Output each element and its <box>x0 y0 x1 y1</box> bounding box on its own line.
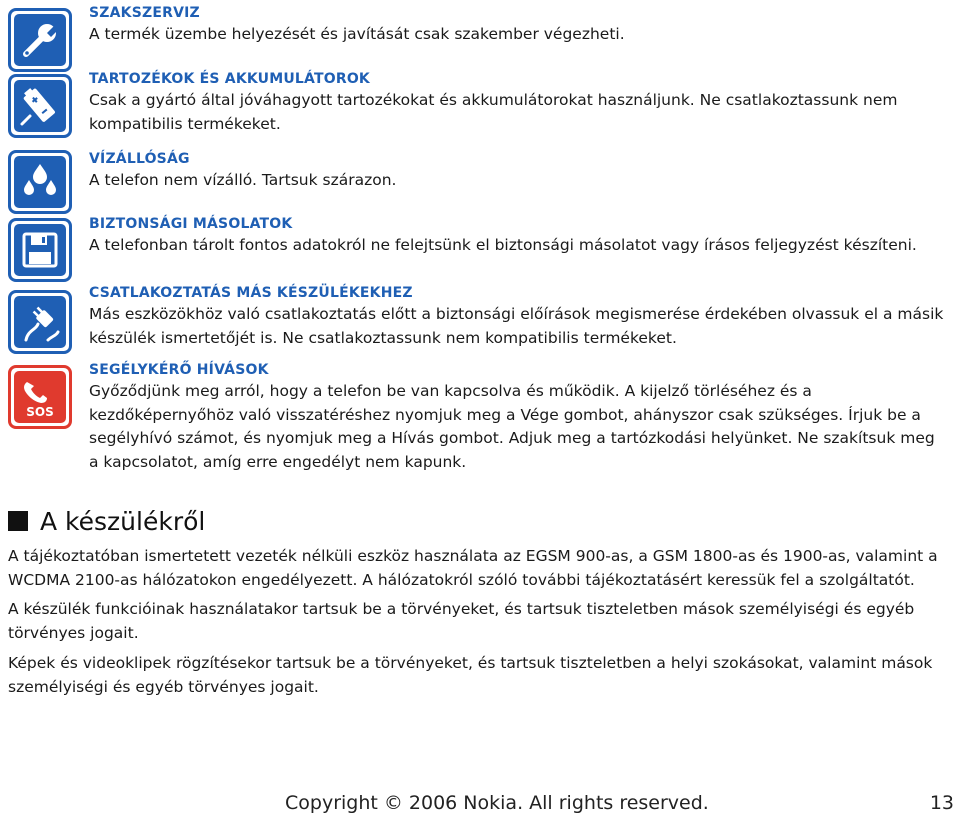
page-number: 13 <box>929 792 954 814</box>
paragraph-laws: A készülék funkcióinak használatakor tartsuk be a törvényeket, és tartsuk tiszteletben mások személyiségi és egyéb törvényes jogait. <box>8 600 915 642</box>
paragraph-networks: A tájékoztatóban ismertetett vezeték nélküli eszköz használata az EGSM 900-as, a GSM 1800-as és 1900-as, valamint a WCDMA 2100-as hálózatokon engedélyezett. A hálózatokról szóló további tájékoztatásért keressük fel a szolgáltatót. <box>8 547 938 589</box>
section-body-connect: Más eszközökhöz való csatlakoztatás előtt a biztonsági előírások megismerése érdekében olvassuk el a másik készülék ismertetőjét is. Ne csatlakoztassunk nem kompatibilis termékeket. <box>89 305 944 347</box>
section-title-accessories: TARTOZÉKOK ÉS AKKUMULÁTOROK <box>89 71 370 87</box>
section-title-water: VÍZÁLLÓSÁG <box>89 151 190 167</box>
water-drops-icon <box>8 150 72 214</box>
floppy-disk-icon <box>8 218 72 282</box>
battery-plug-icon <box>8 74 72 138</box>
section-title-emergency: SEGÉLYKÉRŐ HÍVÁSOK <box>89 362 269 378</box>
section-service <box>89 4 949 47</box>
section-connect <box>89 284 949 350</box>
section-body-service: A termék üzembe helyezését és javítását csak szakember végezheti. <box>89 25 625 43</box>
sos-phone-icon <box>8 365 72 429</box>
section-emergency <box>89 361 949 474</box>
heading-bullet <box>8 511 28 531</box>
copyright-text: Copyright © 2006 Nokia. All rights reserved. <box>285 792 709 814</box>
section-accessories <box>89 70 949 136</box>
section-backup <box>89 215 949 258</box>
section-body-accessories: Csak a gyártó által jóváhagyott tartozékokat és akkumulátorokat használjunk. Ne csatlakoztassunk nem kompatibilis termékeket. <box>89 91 898 133</box>
footer <box>0 792 960 818</box>
section-body-water: A telefon nem vízálló. Tartsuk szárazon. <box>89 171 397 189</box>
section-body-backup: A telefonban tárolt fontos adatokról ne felejtsünk el biztonsági másolatot vagy írásos feljegyzést készíteni. <box>89 236 917 254</box>
section-body-emergency: Győződjünk meg arról, hogy a telefon be van kapcsolva és működik. A kijelző törléséhez és a kezdőképernyőhöz való visszatéréshez nyomjuk meg a Vége gombot, ahányszor csak szükséges. Írjuk be a segélyhívó számot, és nyomjuk meg a Hívás gombot. Adjuk meg a tartózkodási helyünket. Ne szakítsuk meg a kapcsolatot, amíg erre engedélyt nem kapunk. <box>89 382 935 471</box>
section-title-backup: BIZTONSÁGI MÁSOLATOK <box>89 216 293 232</box>
section-title-service: SZAKSZERVIZ <box>89 5 200 21</box>
wrench-icon <box>8 8 72 72</box>
heading-text: A készülékről <box>40 506 206 536</box>
section-heading <box>8 504 205 538</box>
section-water <box>89 150 949 193</box>
plug-cable-icon <box>8 290 72 354</box>
section-title-connect: CSATLAKOZTATÁS MÁS KÉSZÜLÉKEKHEZ <box>89 285 413 301</box>
sos-label: SOS <box>26 405 54 419</box>
paragraph-recording: Képek és videoklipek rögzítésekor tartsuk be a törvényeket, és tartsuk tiszteletben a helyi szokásokat, valamint mások személyiségi és egyéb törvényes jogait. <box>8 654 933 696</box>
